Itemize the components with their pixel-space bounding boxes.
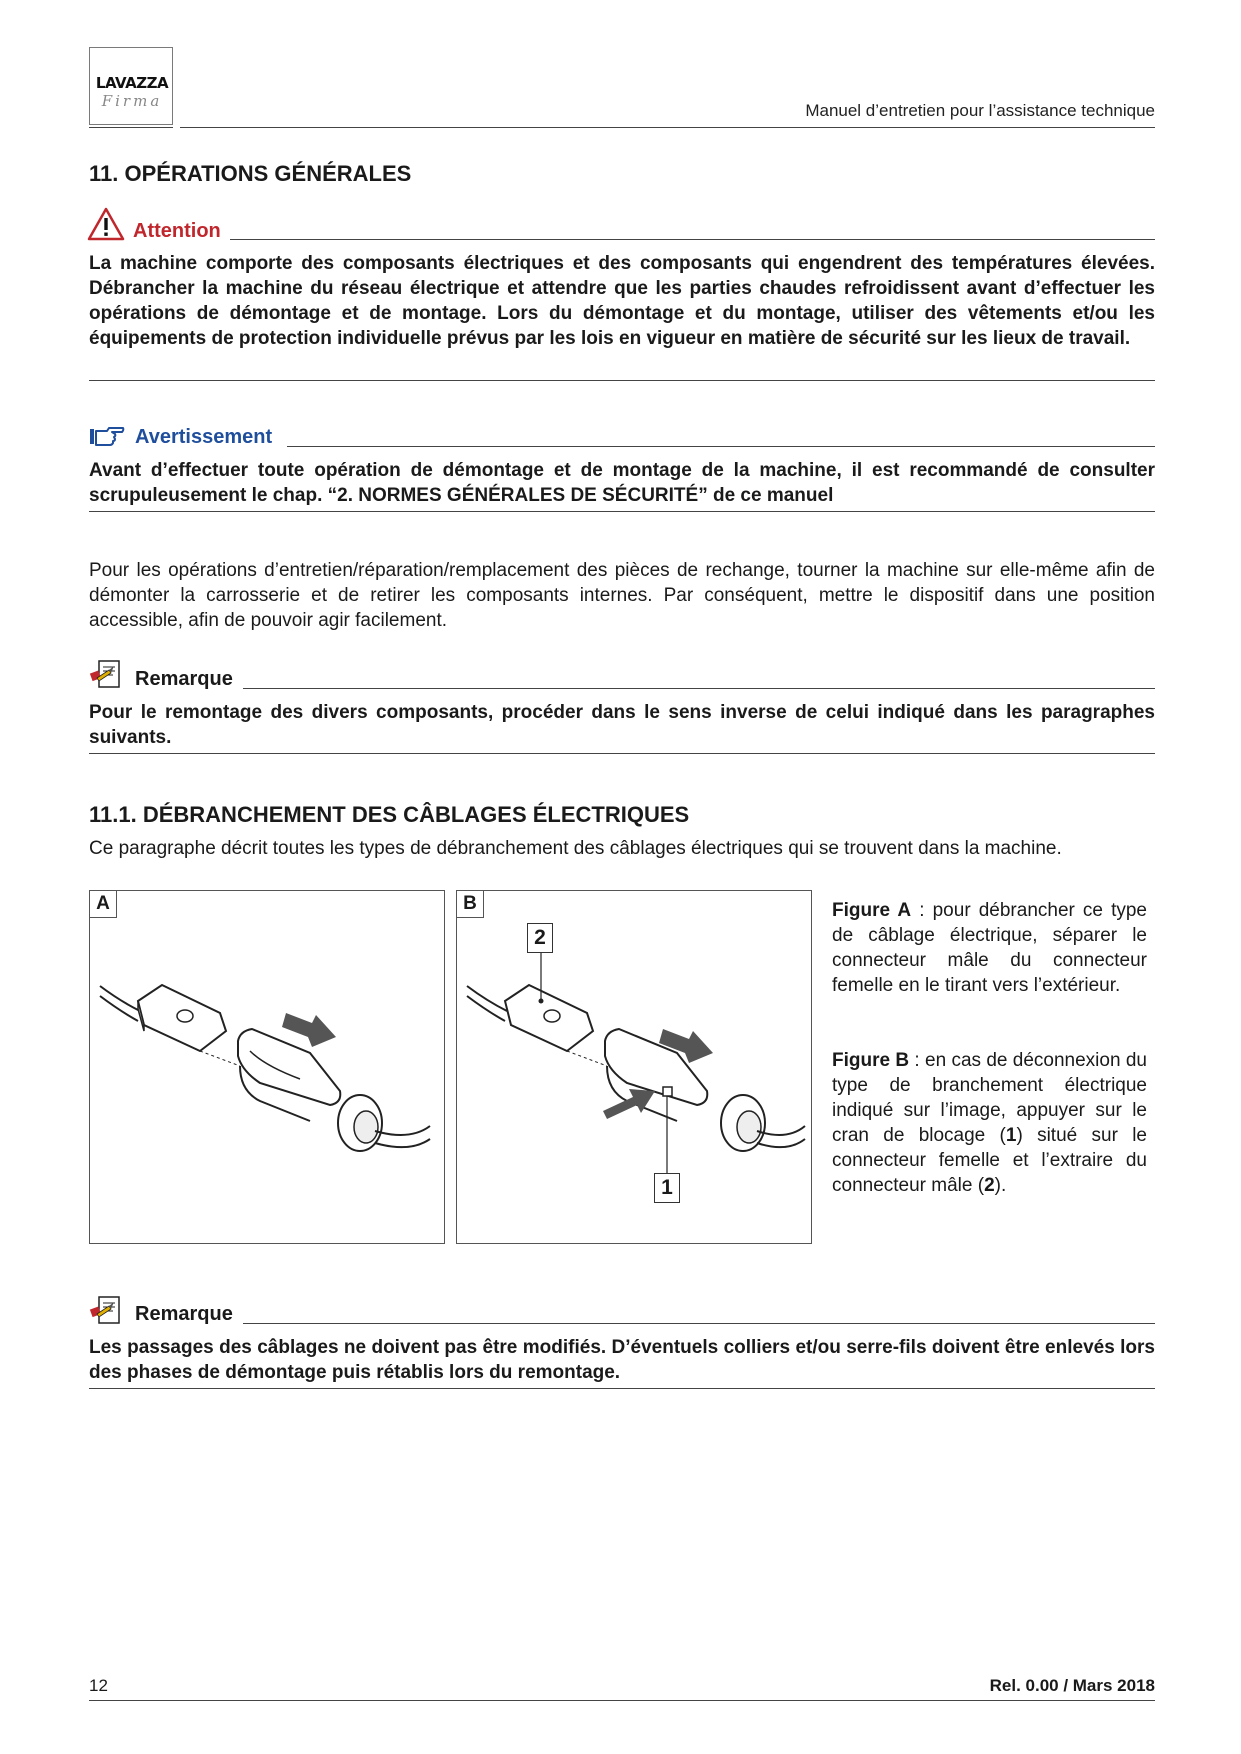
pointing-hand-icon xyxy=(89,425,125,447)
attention-bottom-rule xyxy=(89,380,1155,381)
figure-b-desc-text-2: ) situé sur le connecteur femelle et l’extraire du connecteur mâle ( xyxy=(832,1125,1147,1196)
figure-b-desc-num-2: 2 xyxy=(984,1175,995,1196)
lavazza-logo xyxy=(89,47,173,125)
figure-b-desc-label: Figure B xyxy=(832,1050,910,1071)
figure-b-callout-2: 2 xyxy=(527,923,553,953)
figure-a-drawing xyxy=(90,891,444,1243)
avertissement-text: Avant d’effectuer toute opération de démontage et de montage de la machine, il est recommandé de consulter scrupuleusement le chap. “2. NORMES GÉNÉRALES DE SÉCURITÉ” de ce manuel xyxy=(89,460,1155,506)
remarque-2-rule xyxy=(243,1323,1155,1324)
figure-b-desc-text-1: : en cas de déconnexion du type de branchement électrique indiqué sur l’image, appuyer sur le cran de blocage ( xyxy=(832,1050,1147,1146)
intro-paragraph: Pour les opérations d’entretien/réparation/remplacement des pièces de rechange, tourner la machine sur elle-même afin de démonter la carrosserie et de retirer les composants internes. Par conséquent, mettre le dispositif dans une position accessible, afin de pouvoir agir facilement. xyxy=(89,560,1155,631)
remarque-1-bottom-rule xyxy=(89,753,1155,754)
avertissement-bottom-rule xyxy=(89,511,1155,512)
subsection-title: 11.1. DÉBRANCHEMENT DES CÂBLAGES ÉLECTRIQUES xyxy=(89,802,690,827)
section-title: 11. OPÉRATIONS GÉNÉRALES xyxy=(89,161,412,186)
remarque-2-label: Remarque xyxy=(135,1303,233,1325)
footer-divider xyxy=(89,1700,1155,1701)
remarque-1-rule xyxy=(243,688,1155,689)
figure-b-desc-num-1: 1 xyxy=(1005,1125,1017,1146)
figure-a-desc-label: Figure A xyxy=(832,900,912,921)
note-icon xyxy=(89,660,123,690)
subsection-intro: Ce paragraphe décrit toutes les types de débranchement des câblages électriques qui se trouvent dans la machine. xyxy=(89,838,1062,859)
logo-subtext: Firma xyxy=(101,92,163,110)
figure-a xyxy=(89,890,445,1244)
figure-a-description xyxy=(832,898,1147,998)
figure-a-letter: A xyxy=(90,891,117,918)
page-number: 12 xyxy=(89,1676,108,1695)
remarque-2-bottom-rule xyxy=(89,1388,1155,1389)
header-title: Manuel d’entretien pour l’assistance technique xyxy=(805,101,1155,120)
logo-text: LAVAZZA xyxy=(95,74,169,92)
attention-rule xyxy=(230,239,1155,240)
note-icon xyxy=(89,1296,123,1326)
figure-b-description xyxy=(832,1048,1147,1198)
remarque-2-text: Les passages des câblages ne doivent pas être modifiés. D’éventuels colliers et/ou serre-fils doivent être enlevés lors des phases de démontage puis rétablis lors du remontage. xyxy=(89,1337,1155,1383)
figure-b-callout-1: 1 xyxy=(654,1173,680,1203)
avertissement-rule xyxy=(287,446,1155,447)
figure-a-desc-text: : pour débrancher ce type de câblage électrique, séparer le connecteur mâle du connecteur femelle en le tirant vers l’extérieur. xyxy=(832,900,1147,996)
figure-b-letter: B xyxy=(457,891,484,918)
header-divider xyxy=(180,127,1155,128)
figure-b xyxy=(456,890,812,1244)
figure-b-desc-text-3: ). xyxy=(994,1175,1007,1196)
attention-label: Attention xyxy=(133,220,221,242)
warning-triangle-icon xyxy=(87,207,125,241)
figure-b-drawing xyxy=(457,891,811,1243)
avertissement-label: Avertissement xyxy=(135,426,273,448)
release-info: Rel. 0.00 / Mars 2018 xyxy=(989,1676,1155,1695)
attention-text: La machine comporte des composants électriques et des composants qui engendrent des températures élevées. Débrancher la machine du réseau électrique et attendre que les parties chaudes refroidissent avant d’effectuer les opérations de démontage et de montage. Lors du démontage et du montage, utiliser des vêtements et/ou les équipements de protection individuelle prévus par les lois en vigueur en matière de sécurité sur les lieux de travail. xyxy=(89,253,1155,349)
remarque-1-label: Remarque xyxy=(135,668,233,690)
logo-divider xyxy=(89,127,173,128)
remarque-1-text: Pour le remontage des divers composants, procéder dans le sens inverse de celui indiqué dans les paragraphes suivants. xyxy=(89,702,1155,748)
